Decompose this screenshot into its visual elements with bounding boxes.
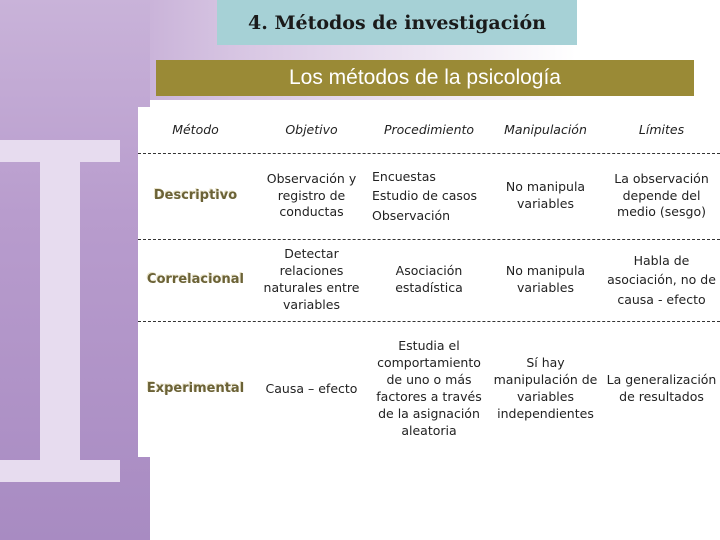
limites-cell: La generalización de resultados [606, 372, 717, 404]
procedimiento-cell: Asociación estadística [395, 263, 463, 295]
table-row [138, 239, 720, 321]
limites-cell: La observación depende del medio (sesgo) [614, 170, 709, 220]
method-name: Correlacional [147, 272, 244, 288]
objetivo-cell: Observación y registro de conductas [266, 170, 357, 220]
manipulacion-cell: No manipula variables [505, 263, 586, 295]
slide-subtitle: Los métodos de la psicología [156, 60, 694, 96]
column-header-objetivo: Objetivo [285, 121, 338, 137]
slide-title: 4. Métodos de investigación [217, 0, 577, 45]
procedimiento-cell: Encuestas Estudio de casos Observación [372, 168, 478, 223]
table-row [138, 321, 720, 457]
column-header-metodo: Método [172, 121, 219, 137]
manipulacion-cell: No manipula variables [505, 179, 586, 211]
objetivo-cell: Causa – efecto [265, 380, 358, 396]
procedimiento-cell: Estudia el comportamiento de uno o más factores a través de la asignación aleatoria [376, 338, 482, 438]
table-row [138, 153, 720, 239]
column-header-limites: Límites [638, 121, 685, 137]
limites-cell: Habla de asociación, no de causa - efecto [607, 252, 716, 307]
methods-table [138, 107, 720, 457]
column-header-procedimiento: Procedimiento [383, 121, 475, 137]
psi-symbol-decoration [0, 130, 160, 490]
method-name: Descriptivo [153, 188, 238, 204]
manipulacion-cell: Sí hay manipulación de variables independientes [493, 355, 598, 421]
objetivo-cell: Detectar relaciones naturales entre variables [263, 246, 360, 312]
table-header-row [138, 107, 720, 153]
column-header-manipulacion: Manipulación [504, 121, 587, 137]
method-name: Experimental [146, 381, 245, 397]
